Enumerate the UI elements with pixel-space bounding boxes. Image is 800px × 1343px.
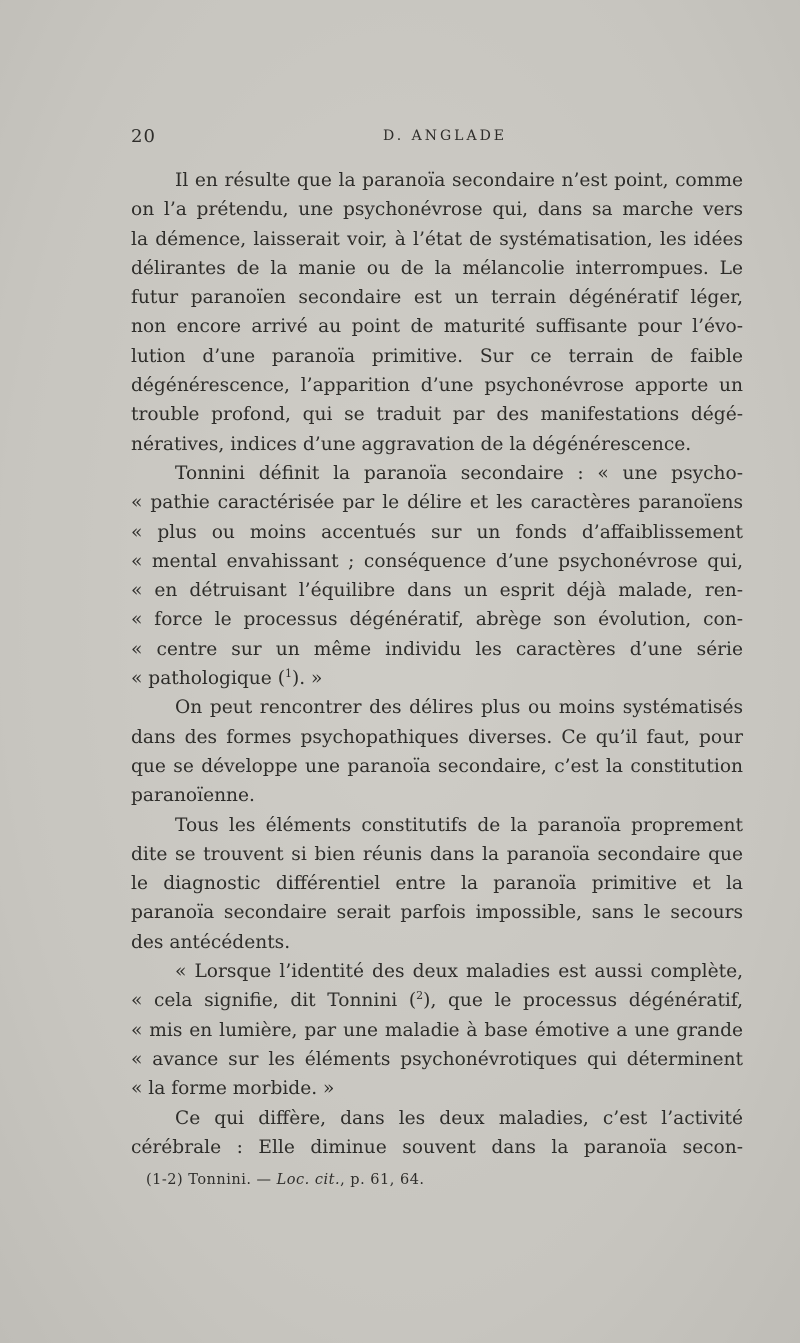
text-line: Tonnini définit la paranoïa secondaire : « une psycho- [175,462,743,484]
footnote-ref-close: ). » [291,668,323,690]
text-line: trouble profond, qui se traduit par des manifestations dégé- [131,404,743,426]
text-line: « en détruisant l’équilibre dans un esprit déjà malade, ren- [131,580,743,602]
text-line: dite se trouvent si bien réunis dans la paranoïa secondaire que [131,843,743,865]
text-line: « avance sur les éléments psychonévrotiques qui déterminent [131,1048,743,1070]
paragraph [131,1104,743,1163]
text-fragment: , que le processus dégénératif, [430,990,744,1012]
text-line: cérébrale : Elle diminue souvent dans la paranoïa secon- [131,1136,743,1158]
running-title: D. ANGLADE [383,128,508,144]
paragraph [131,693,743,810]
page-header [0,126,800,156]
text-line: dans des formes psychopathiques diverses. Ce qu’il faut, pour [131,726,743,748]
text-line: paranoïa secondaire serait parfois impossible, sans le secours [131,902,743,924]
page-number: 20 [131,126,156,147]
footnote-ref-close: ) [423,990,431,1012]
footnote-prefix: (1-2) Tonnini. — [146,1172,277,1188]
text-line: On peut rencontrer des délires plus ou moins systématisés [175,697,743,719]
text-line: paranoïenne. [131,785,255,807]
paragraph [131,166,743,459]
text-line: Ce qui diffère, dans les deux maladies, c’est l’activité [175,1107,743,1129]
text-line: dégénérescence, l’apparition d’une psychonévrose apporte un [131,375,743,397]
text-line: « centre sur un même individu les caractères d’une série [131,638,743,660]
text-line [131,664,743,693]
footnote-suffix: , p. 61, 64. [340,1172,425,1188]
footnote-citation: Loc. cit. [276,1172,341,1188]
text-line: « la forme morbide. » [131,1078,335,1100]
text-line: Tous les éléments constitutifs de la paranoïa proprement [175,814,743,836]
text-line: « Lorsque l’identité des deux maladies est aussi complète, [175,961,743,983]
text-line: la démence, laisserait voir, à l’état de systématisation, les idées [131,228,743,250]
text-line: nératives, indices d’une aggravation de la dégénérescence. [131,433,692,455]
text-line: Il en résulte que la paranoïa secondaire n’est point, comme [175,170,743,191]
paragraph [131,459,743,693]
text-line: non encore arrivé au point de maturité suffisante pour l’évo- [131,316,743,338]
text-fragment: « cela signifie, dit Tonnini [131,990,398,1012]
text-line: « plus ou moins accentués sur un fonds d’affaiblissement [131,521,743,543]
text-line: on l’a prétendu, une psychonévrose qui, dans sa marche vers [131,199,743,221]
text-line: des antécédents. [131,931,291,953]
text-line [131,986,743,1015]
footnote-ref: 2 [416,989,424,1003]
text-line: « mis en lumière, par une maladie à base émotive a une grande [131,1019,743,1041]
footnote [146,1172,425,1188]
body-text [131,166,743,1162]
text-line: que se développe une paranoïa secondaire, c’est la constitution [131,755,743,777]
footnote-ref-open: ( [408,990,417,1012]
text-line: délirantes de la manie ou de la mélancolie interrompues. Le [131,257,743,279]
text-line: le diagnostic différentiel entre la paranoïa primitive et la [131,873,743,895]
footnote-ref: 1 [284,667,292,681]
paragraph [131,811,743,957]
text-line: « mental envahissant ; conséquence d’une psychonévrose qui, [131,550,743,572]
text-line: « pathie caractérisée par le délire et les caractères paranoïens [131,492,743,514]
footnote-ref-open: ( [277,668,285,690]
text-fragment: « pathologique [131,668,272,690]
text-line: lution d’une paranoïa primitive. Sur ce terrain de faible [131,345,743,367]
text-line: « force le processus dégénératif, abrège son évolution, con- [131,609,743,631]
paragraph [131,957,743,1103]
text-line: futur paranoïen secondaire est un terrain dégénératif léger, [131,287,743,309]
